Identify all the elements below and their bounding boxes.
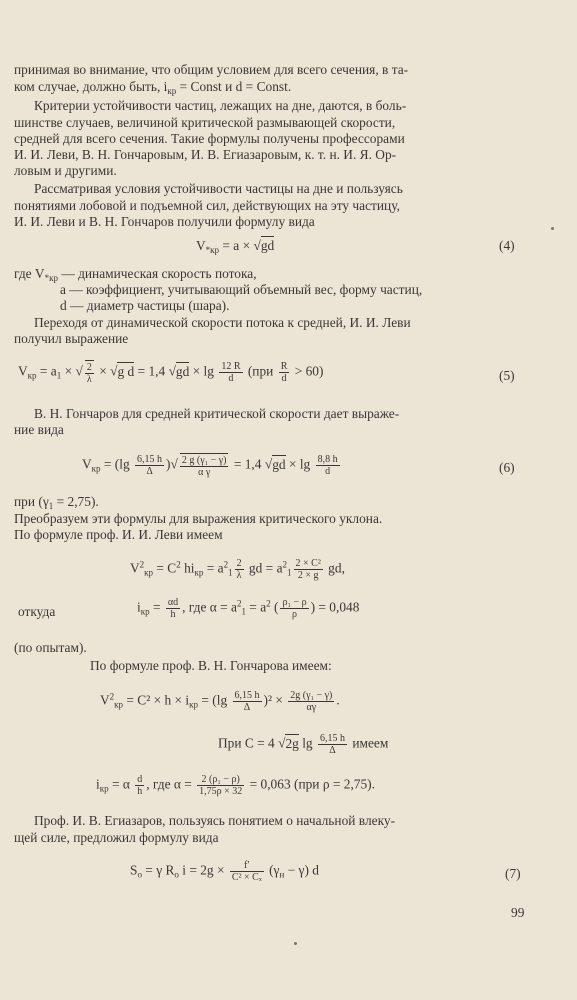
eq-term: = γ R — [141, 862, 175, 878]
eq-term: V — [100, 692, 110, 708]
eq-term: = a — [245, 599, 267, 615]
subscript: кр — [114, 699, 124, 710]
text-span: при (γ — [14, 494, 49, 509]
fraction — [288, 690, 334, 713]
text-line: В. Н. Гончаров для средней критической скорости дает выраже- — [34, 406, 400, 421]
eq-term: = a — [39, 363, 57, 379]
eq-term: = — [149, 599, 164, 615]
subscript: *кр — [205, 245, 220, 255]
fraction — [316, 454, 340, 477]
eq-term: V — [82, 456, 92, 472]
fraction — [135, 774, 144, 797]
eq-term: × lg — [189, 363, 218, 379]
fraction — [197, 774, 244, 797]
numerator: 2 — [86, 362, 92, 373]
subscript: o — [174, 869, 179, 880]
radicand: g d — [117, 363, 135, 379]
eq-term: (при — [244, 363, 277, 379]
numerator: d — [137, 774, 143, 785]
eq-term: = a — [203, 560, 224, 576]
text-span: = Const и d = Const. — [176, 79, 292, 94]
denominator: h — [170, 609, 176, 620]
subscript: кр — [167, 86, 177, 96]
subscript: 1 — [228, 567, 233, 578]
subscript: *кр — [44, 273, 58, 283]
denominator: αγ — [306, 702, 317, 713]
fraction — [279, 361, 290, 384]
text-line: Критерии устойчивости частиц, лежащих на дне, даются, в боль- — [34, 98, 407, 113]
superscript: 2 — [139, 559, 145, 570]
fraction — [294, 558, 323, 581]
equation-number: (6) — [499, 460, 515, 475]
text-line: Преобразуем эти формулы для выражения критического уклона. — [14, 511, 383, 526]
equation-6: $V_{кр} = (\lg$ $\frac{6,15 h}{\Delta}$ )√ $\frac{\text{2 g (γ₁ − γ)}}{\text{α γ}}$ = 1,4 √gd × lg $\frac{8,8 h}{d}$ — [82, 454, 338, 478]
text-span: = 2,75). — [53, 494, 99, 509]
eq-term: i — [96, 776, 100, 792]
equation-4 — [196, 238, 274, 255]
subscript: кр — [27, 370, 37, 381]
fraction — [235, 558, 244, 581]
fraction — [85, 360, 94, 385]
eq-term: > 60) — [291, 363, 324, 379]
text-line: Проф. И. В. Егиазаров, пользуясь понятием о начальной влеку- — [34, 813, 396, 828]
eq-term: = C² × h × i — [123, 692, 190, 708]
eq-term: = α — [108, 776, 134, 792]
denominator: ρ — [292, 609, 298, 620]
eq-term: = 0,048 — [315, 599, 360, 615]
superscript: 2 — [236, 598, 242, 609]
eq-term: = C — [153, 560, 177, 576]
numerator: f′ — [230, 860, 264, 872]
denominator: 2 × g — [297, 570, 319, 581]
subscript: кр — [99, 783, 109, 794]
text-line: понятиями лобовой и подъемной сил, действующих на эту частицу, — [14, 198, 400, 213]
sqrt-sign: √ — [75, 363, 83, 379]
text-line: (по опытам). — [14, 640, 87, 655]
text-line: Рассматривая условия устойчивости частицы на дне и пользуясь — [34, 181, 403, 196]
numerator: 2 g (γ₁ − γ) — [181, 455, 227, 466]
eq-term: lg — [298, 735, 316, 751]
equation-levi-critical-slope: $i_{кр}$ = $\frac{\alpha d}{h}$ , где $\alpha = a^2_1 = a^2$ ( $\frac{\text{ρ₁ − ρ}}{\rho}$ ) = 0,048 — [137, 597, 360, 620]
radicand: 2g — [285, 735, 299, 751]
eq-term: = a × — [222, 238, 254, 253]
numerator: 12 R — [221, 361, 241, 372]
numerator: 8,8 h — [317, 454, 338, 465]
eq-term: V — [18, 363, 28, 379]
superscript: 2 — [223, 559, 229, 570]
equation-number: (7) — [505, 866, 521, 881]
equation-number: (4) — [499, 238, 515, 253]
text-line: откуда — [18, 604, 56, 619]
eq-term: имеем — [348, 735, 389, 751]
numerator: 2g (γ₁ − γ) — [290, 690, 333, 701]
print-speck — [551, 227, 554, 230]
denominator: Δ — [329, 745, 336, 756]
eq-term: gd, — [324, 560, 345, 576]
radicand: gd — [175, 363, 190, 379]
text-line: И. И. Леви и В. Н. Гончаров получили формулу вида — [14, 214, 315, 229]
denominator: λ — [86, 374, 92, 385]
text-line: ние вида — [14, 422, 64, 437]
subscript: o — [137, 869, 142, 880]
numerator: 6,15 h — [234, 690, 260, 701]
subscript: кр — [140, 606, 150, 617]
denominator: λ — [236, 570, 242, 581]
fraction — [230, 860, 264, 883]
subscript: кр — [91, 463, 101, 474]
equation-chezy-coefficient: При C = 4 √2g lg $\frac{6,15 h}{\Delta}$ имеем — [218, 733, 389, 756]
eq-term: , где α = — [146, 776, 196, 792]
eq-term: i = 2g × — [178, 862, 228, 878]
denominator: C² × Cₓ — [231, 872, 262, 883]
eq-term: S — [130, 862, 138, 878]
fraction — [318, 733, 347, 756]
text-line: По формуле проф. В. Н. Гончарова имеем: — [90, 658, 332, 673]
sqrt-sign: √ — [253, 238, 261, 253]
numerator: R — [280, 361, 288, 372]
subscript: 1 — [241, 606, 246, 617]
eq-term: = (lg — [103, 456, 134, 472]
eq-term: hi — [180, 560, 195, 576]
page-number: 99 — [511, 905, 525, 920]
eq-term: = 0,063 (при ρ = 2,75). — [246, 776, 375, 792]
equation-number: (5) — [499, 368, 515, 383]
text-line: ловым и другими. — [14, 163, 117, 178]
superscript: 2 — [282, 559, 288, 570]
print-speck — [294, 942, 297, 945]
text-line: щей силе, предложил формулу вида — [14, 830, 219, 845]
numerator: 2 (ρ₁ − ρ) — [197, 774, 244, 786]
denominator: 1,75ρ × 32 — [199, 786, 243, 797]
eq-term: gd = a — [245, 560, 283, 576]
text-line: получил выражение — [14, 331, 129, 346]
eq-term: . — [336, 692, 340, 708]
eq-term: V — [196, 238, 206, 253]
fraction — [219, 361, 242, 384]
denominator: Δ — [243, 702, 251, 713]
equation-goncharov-velocity-squared — [100, 690, 340, 713]
radicand: gd — [260, 238, 275, 253]
superscript: 2 — [266, 598, 271, 609]
text-line: средней для всего сечения. Такие формулы получены профессорами — [14, 131, 405, 146]
eq-term: При C = 4 — [218, 735, 279, 751]
denominator: α γ — [198, 467, 211, 478]
equation-5: $V_{кр} = a_1$ × √ $\frac{2}{\lambda}$ × √g d = 1,4 √gd × lg $\frac{12 R}{d}$ (при $\frac{R}{d}$ > 60) — [18, 361, 324, 385]
text-line: d — диаметр частицы (шара). — [60, 298, 230, 313]
fraction — [233, 690, 262, 713]
eq-term: = (lg — [198, 692, 231, 708]
eq-term: (γ — [265, 862, 280, 878]
subscript: 1 — [56, 370, 62, 381]
denominator: d — [325, 466, 331, 477]
subscript: кр — [194, 567, 204, 578]
denominator: d — [228, 373, 234, 384]
eq-term: i — [137, 599, 141, 615]
denominator: d — [281, 373, 287, 384]
numerator: 6,15 h — [137, 454, 163, 465]
eq-term: ) — [166, 456, 171, 472]
numerator: 2 — [236, 558, 242, 569]
equation-levi-critical-velocity — [130, 558, 345, 581]
numerator: ρ₁ − ρ — [282, 597, 307, 608]
eq-term: × — [61, 363, 76, 379]
superscript: 2 — [176, 559, 181, 570]
text-span: — динамическая скорость потока, — [57, 266, 257, 281]
text-line: a — коэффициент, учитывающий объемный вес, форму частиц, — [60, 282, 423, 297]
eq-term: V — [130, 560, 140, 576]
text-line: принимая во внимание, что общим условием для всего сечения, в та- — [14, 62, 409, 77]
subscript: кр — [189, 699, 199, 710]
fraction — [180, 453, 229, 478]
fraction — [166, 597, 180, 620]
eq-term: × lg — [285, 456, 314, 472]
text-span: ком случае, должно быть, i — [14, 79, 168, 94]
eq-term: − γ) d — [284, 862, 319, 878]
superscript: 2 — [109, 691, 115, 702]
numerator: 2 × C² — [295, 558, 321, 569]
fraction — [135, 454, 164, 477]
equation-goncharov-critical-slope — [96, 774, 375, 797]
text-line: Переходя от динамической скорости потока к средней, И. И. Леви — [34, 315, 411, 330]
eq-term: , где α = a — [182, 599, 237, 615]
text-line: По формуле проф. И. И. Леви имеем — [14, 527, 223, 542]
subscript: 1 — [287, 567, 292, 578]
eq-term: = 1,4 — [134, 363, 169, 379]
eq-term: = 1,4 — [230, 456, 265, 472]
fraction — [280, 597, 308, 620]
subscript: 1 — [48, 501, 54, 511]
text-line: шинстве случаев, величиной критической размывающей скорости, — [14, 115, 396, 130]
text-line — [14, 79, 291, 99]
numerator: 6,15 h — [319, 733, 345, 744]
eq-term: )² × — [263, 692, 287, 708]
subscript: кр — [144, 567, 154, 578]
equation-7 — [130, 860, 319, 883]
text-line: И. И. Леви, В. Н. Гончаровым, И. В. Егиазаровым, к. т. н. И. Я. Ор- — [14, 147, 397, 162]
numerator: αd — [167, 597, 179, 608]
text-span: где V — [14, 266, 45, 281]
denominator: h — [137, 786, 143, 797]
subscript: н — [279, 869, 285, 880]
radicand: gd — [272, 456, 286, 472]
denominator: Δ — [146, 466, 153, 477]
